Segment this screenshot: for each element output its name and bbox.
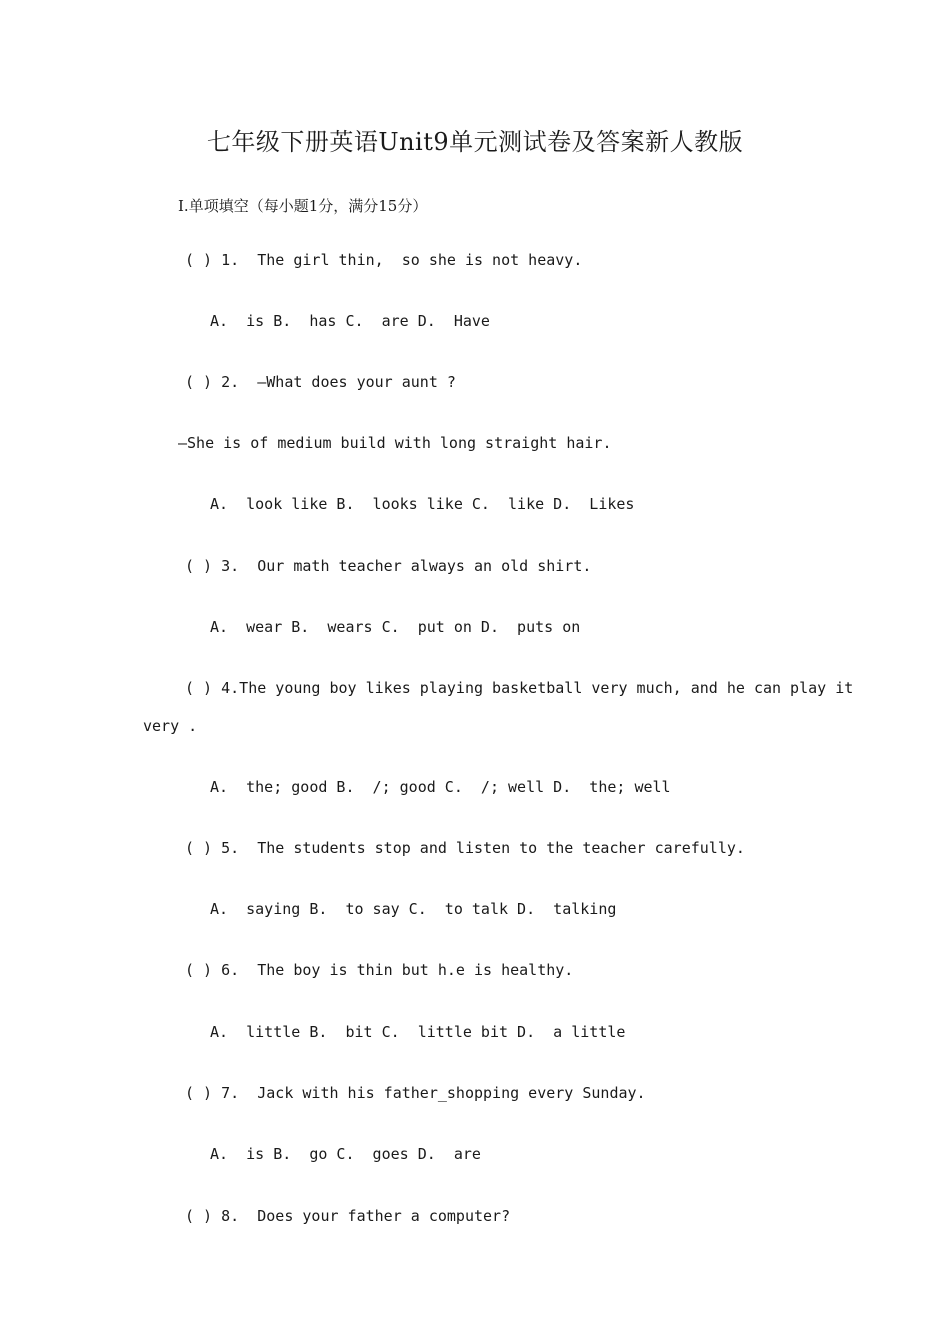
question-3: ( ) 3. Our math teacher always an old shirt.	[185, 557, 592, 575]
question-7: ( ) 7. Jack with his father_shopping every Sunday.	[185, 1084, 646, 1102]
question-2: ( ) 2. —What does your aunt ?	[185, 373, 456, 391]
question-4: ( ) 4.The young boy likes playing basketball very much, and he can play it	[185, 679, 854, 697]
question-7-options: A. is B. go C. goes D. are	[210, 1145, 481, 1163]
question-6-options: A. little B. bit C. little bit D. a little	[210, 1023, 626, 1041]
question-3-options: A. wear B. wears C. put on D. puts on	[210, 618, 581, 636]
question-6: ( ) 6. The boy is thin but h.e is healthy.	[185, 961, 574, 979]
question-2-answer-line: —She is of medium build with long straight hair.	[178, 434, 612, 452]
question-5-options: A. saying B. to say C. to talk D. talking	[210, 900, 617, 918]
question-4-options: A. the; good B. /; good C. /; well D. the; well	[210, 778, 671, 796]
question-1-options: A. is B. has C. are D. Have	[210, 312, 490, 330]
question-1: ( ) 1. The girl thin, so she is not heavy.	[185, 251, 583, 269]
question-2-options: A. look like B. looks like C. like D. Likes	[210, 495, 635, 513]
question-4-continuation: very .	[143, 717, 198, 735]
question-8: ( ) 8. Does your father a computer?	[185, 1207, 511, 1225]
question-5: ( ) 5. The students stop and listen to the teacher carefully.	[185, 839, 745, 857]
section-heading: I.单项填空（每小题1分，满分15分）	[178, 197, 428, 215]
page-title: 七年级下册英语Unit9单元测试卷及答案新人教版	[206, 128, 744, 156]
